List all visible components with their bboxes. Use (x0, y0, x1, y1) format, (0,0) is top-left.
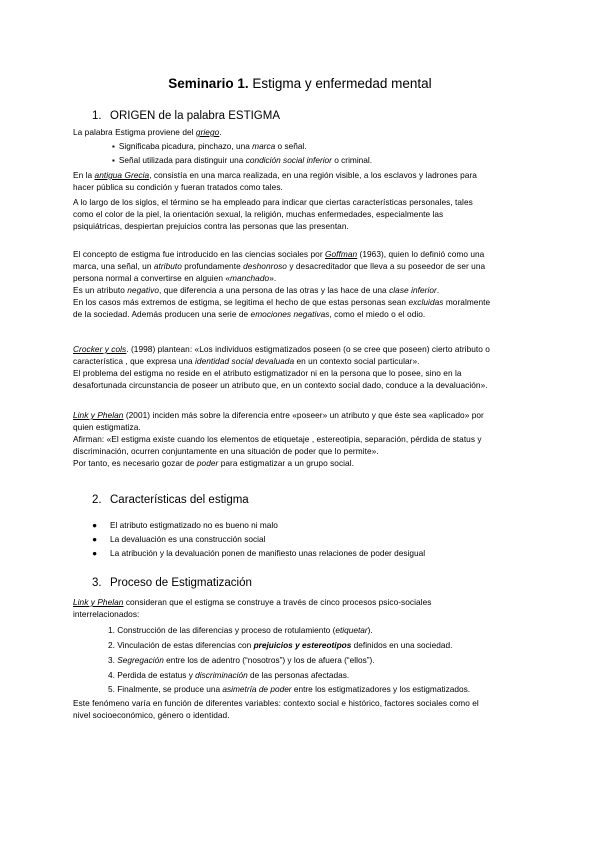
text: ). (367, 625, 373, 635)
text: 5. Finalmente, se produce una (108, 684, 223, 694)
section-2-heading (92, 494, 249, 506)
text: La atribución y la devaluación ponen de manifiesto unas relaciones de poder desigual (110, 548, 426, 558)
text: nivel socioeconómico, género o identidad. (73, 710, 230, 720)
s1-paragraph-3 (73, 248, 528, 320)
text: entre los estigmatizadores y los estigmatizados. (291, 684, 471, 694)
link-link-phelan[interactable]: Link y Phelan (73, 410, 124, 420)
s2-item-2 (92, 533, 265, 545)
page-title (0, 76, 600, 91)
text: emociones negativas (250, 309, 330, 319)
text: manchado (230, 273, 270, 283)
text: (2001) inciden más sobre la diferencia entre «poseer» un atributo y que éste sea «aplicado» por (123, 410, 484, 420)
link-crocker[interactable]: Crocker y cols (73, 344, 127, 354)
text: , como el miedo o el odio. (329, 309, 426, 319)
s3-step-2 (108, 639, 452, 651)
text: poder (196, 458, 219, 468)
title-rest: Estigma y enfermedad mental (248, 76, 432, 91)
s3-step-3 (108, 654, 375, 666)
text: de las personas afectadas. (247, 670, 350, 680)
text: A lo largo de los siglos, el término se ha empleado para indicar que ciertas características personales, tales (73, 197, 473, 207)
s1-bullet-2 (112, 154, 372, 167)
section-1-heading (92, 110, 280, 122)
s1-paragraph-4 (73, 343, 528, 391)
s1-paragraph-1 (73, 169, 528, 193)
text: negativo (127, 285, 160, 295)
bullet-icon: ● (92, 534, 98, 544)
s3-conclusion (73, 697, 528, 721)
s1-paragraph-2 (73, 196, 528, 232)
text: asimetría de poder (222, 684, 292, 694)
s3-step-4 (108, 669, 349, 681)
text: Segregación (117, 655, 164, 665)
link-griego[interactable]: griego (195, 127, 220, 137)
text: , que diferencia a una persona de las otras y las hace de una (159, 285, 390, 295)
text: 3. (108, 655, 118, 665)
text: persona normal a convertirse en alguien « (73, 273, 231, 283)
text: prejuicios y estereotipos (253, 640, 352, 650)
text: o señal. (275, 141, 307, 151)
link-link-phelan-2[interactable]: Link y Phelan (73, 597, 124, 607)
text: En los casos más extremos de estigma, se legitima el hecho de que estas personas sean (73, 297, 409, 307)
section-1-title: ORIGEN de la palabra ESTIGMA (110, 110, 281, 122)
section-2-title: Características del estigma (110, 494, 249, 506)
text: Por tanto, es necesario gozar de (73, 458, 197, 468)
section-3-number: 3. (92, 577, 102, 589)
text: El problema del estigma no reside en el atributo estigmatizador ni en la persona que lo posee, sino en la (73, 368, 462, 378)
text: deshonroso (243, 261, 287, 271)
text: Señal utilizada para distinguir una (118, 155, 246, 165)
text: 1. Construcción de las diferencias y proceso de rotulamiento ( (108, 625, 336, 635)
text: marca (252, 141, 276, 151)
text: característica , que expresa una (73, 356, 196, 366)
text: ». (269, 273, 277, 283)
text: discriminación, ocurren conjuntamente en una situación de poder que lo permite». (73, 446, 379, 456)
text: interrelacionados: (73, 609, 140, 619)
text: psiquiátricas, despiertan prejuicios contra las personas que las presentan. (73, 221, 349, 231)
text: La palabra Estigma proviene del (73, 127, 196, 137)
section-3-heading (92, 577, 252, 589)
text: . (1998) plantean: «Los individuos estigmatizados poseen (o se cree que poseen) cierto atributo o (126, 344, 490, 354)
link-goffman[interactable]: Goffman (325, 249, 358, 259)
text: identidad social devaluada (195, 356, 295, 366)
text: Este fenómeno varía en función de diferentes variables: contexto social e histórico, factores sociales como el (73, 698, 479, 708)
section-2-number: 2. (92, 494, 102, 506)
text: condición social inferior (245, 155, 332, 165)
s1-paragraph-5 (73, 409, 528, 469)
text: como el color de la piel, la orientación sexual, la religión, muchas enfermedades, especialmente las (73, 209, 444, 219)
link-antigua-grecia[interactable]: antigua Grecia (94, 170, 150, 180)
text: 2. Vinculación de estas diferencias con (108, 640, 254, 650)
text: o criminal. (331, 155, 373, 165)
text: quien estigmatiza. (73, 422, 141, 432)
text: consideran que el estigma se construye a través de cinco procesos psico-sociales (123, 597, 432, 607)
text: . (436, 285, 440, 295)
text: En la (73, 170, 95, 180)
text: clase inferior (389, 285, 437, 295)
s1-intro (73, 126, 528, 138)
text: atributo (153, 261, 182, 271)
text: desafortunada circunstancia de poseer un atributo que, en un contexto social dado, conduce a la devaluación». (73, 380, 488, 390)
section-3-title: Proceso de Estigmatización (110, 577, 252, 589)
s3-intro (73, 596, 528, 620)
text: discriminación (195, 670, 248, 680)
text: Es un atributo (73, 285, 128, 295)
text: . (219, 127, 222, 137)
text: excluidas (408, 297, 444, 307)
text: marca, una señal, un (73, 261, 154, 271)
text: El atributo estigmatizado no es bueno ni malo (110, 520, 278, 530)
text: etiquetar (335, 625, 368, 635)
bullet-icon: ● (92, 520, 98, 530)
title-bold: Seminario 1. (168, 76, 249, 91)
section-1-number: 1. (92, 110, 102, 122)
text: (1963), quien lo definió como una (357, 249, 485, 259)
text: definidos en una sociedad. (351, 640, 453, 650)
s2-item-3 (92, 547, 425, 559)
text: entre los de adentro (“nosotros”) y los de afuera (“ellos”). (163, 655, 375, 665)
text: para estigmatizar a un grupo social. (218, 458, 354, 468)
bullet-icon: ● (92, 548, 98, 558)
text: , consistía en una marca realizada, en una región visible, a los esclavos y ladrones para (149, 170, 477, 180)
text: moralmente (443, 297, 491, 307)
s1-bullet-1 (112, 140, 307, 153)
text: 4. Perdida de estatus y (108, 670, 196, 680)
text: y desacreditador que lleva a su poseedor de ser una (286, 261, 486, 271)
text: profundamente (181, 261, 244, 271)
text: hacer pública su condición y fueran tratados como tales. (73, 182, 283, 192)
s2-item-1 (92, 519, 278, 531)
text: en un contexto social particular». (294, 356, 420, 366)
text: La devaluación es una construcción social (110, 534, 266, 544)
text: Afirman: «El estigma existe cuando los elementos de etiquetaje , estereotipia, separación, pérdida de status y (73, 434, 482, 444)
s3-step-1 (108, 624, 373, 636)
text: de la sociedad. Además producen una serie de (73, 309, 251, 319)
text: Significaba picadura, pinchazo, una (118, 141, 253, 151)
s3-step-5 (108, 683, 470, 695)
text: El concepto de estigma fue introducido en las ciencias sociales por (73, 249, 325, 259)
